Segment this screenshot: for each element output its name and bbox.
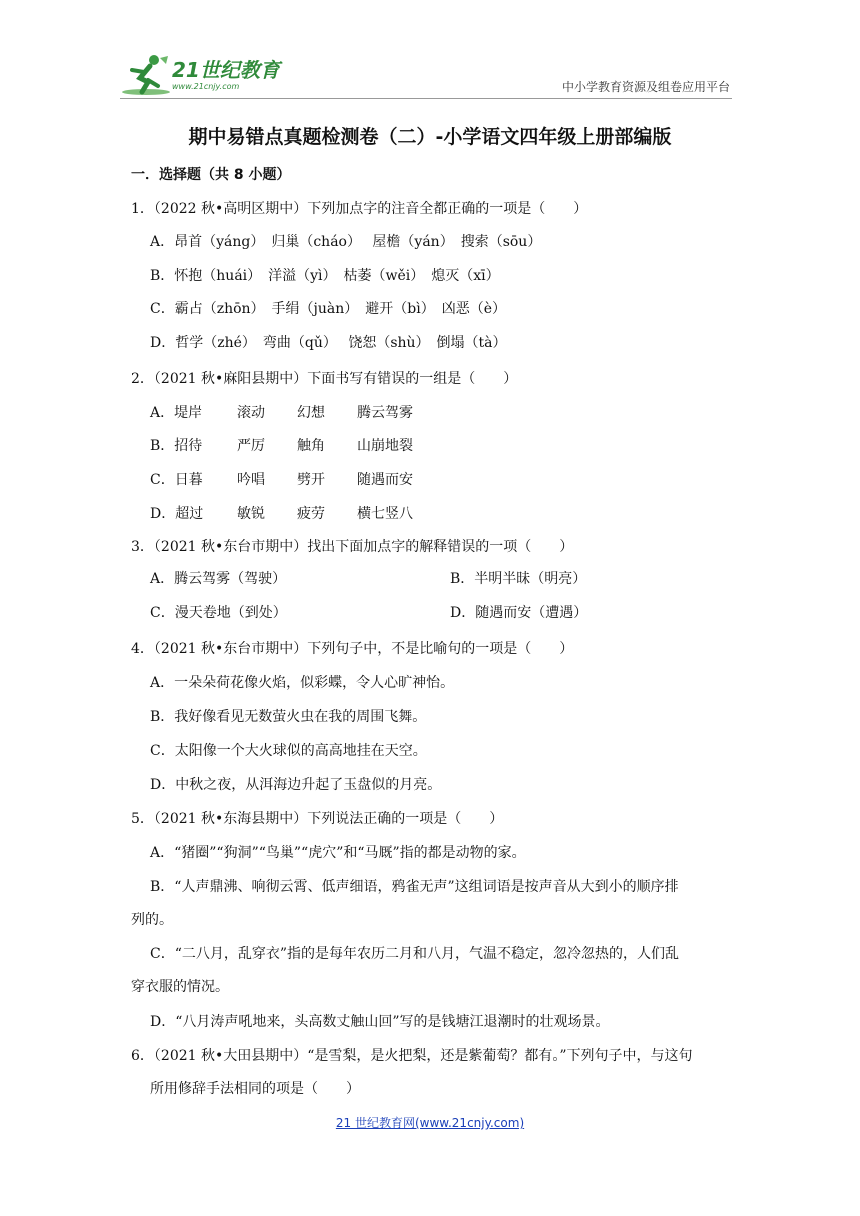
option-word: 随遇而安 (357, 472, 413, 488)
question-1-stem: 1．（2022 秋•高明区期中）下列加点字的注音全都正确的一项是（ ） (131, 201, 588, 217)
footer-link[interactable]: 21 世纪教育网(www.21cnjy.com) (335, 1116, 525, 1130)
question-6-stem-line1: 6．（2021 秋•大田县期中）“是雪梨，是火把梨，还是紫葡萄？都有。”下列句子中，与这句 (131, 1048, 693, 1064)
question-5-option-c-line1: C．“二八月，乱穿衣”指的是每年农历二月和八月，气温不稳定，忽冷忽热的，人们乱 (150, 946, 680, 962)
question-5-option-d: D．“八月涛声吼地来，头高数丈触山回”写的是钱塘江退潮时的壮观场景。 (150, 1014, 610, 1030)
question-5-option-c-line2: 穿衣服的情况。 (131, 979, 229, 995)
page-title: 期中易错点真题检测卷（二）-小学语文四年级上册部编版 (188, 126, 672, 148)
question-5-option-b-line2: 列的。 (131, 912, 173, 928)
question-6-stem-line2: 所用修辞手法相同的项是（ ） (150, 1081, 360, 1097)
option-word: 触角 (297, 438, 325, 454)
question-3-option-d: D．随遇而安（遭遇） (450, 605, 588, 621)
section-heading: 一．选择题（共 8 小题） (131, 167, 291, 183)
header-platform-text: 中小学教育资源及组卷应用平台 (561, 80, 730, 94)
question-2-option-d (150, 503, 413, 523)
question-2-option-b (150, 435, 413, 455)
question-4-stem: 4．（2021 秋•东台市期中）下列句子中，不是比喻句的一项是（ ） (131, 641, 574, 657)
question-1-option-d: D．哲学（zhé） 弯曲（qǔ） 饶恕（shù） 倒塌（tà） (150, 335, 507, 351)
question-1-option-a: A．昂首（yáng） 归巢（cháo） 屋檐（yán） 搜索（sōu） (150, 234, 542, 250)
option-word: 山崩地裂 (357, 438, 413, 454)
option-word: 吟唱 (237, 472, 265, 488)
option-word: 腾云驾雾 (357, 405, 413, 421)
question-2-stem: 2．（2021 秋•麻阳县期中）下面书写有错误的一组是（ ） (131, 371, 518, 387)
option-word: D．超过 (150, 506, 204, 522)
question-4-option-c: C．太阳像一个大火球似的高高地挂在天空。 (150, 743, 427, 759)
question-3-option-a: A．腾云驾雾（驾驶） (150, 571, 287, 587)
question-4-option-d: D．中秋之夜，从洱海边升起了玉盘似的月亮。 (150, 777, 442, 793)
logo (120, 52, 290, 100)
logo-url: www.21cnjy.com (172, 82, 240, 91)
question-5-option-b-line1: B．“人声鼎沸、响彻云霄、低声细语，鸦雀无声”这组词语是按声音从大到小的顺序排 (150, 879, 679, 895)
runner-logo-icon (120, 52, 172, 98)
question-5-option-a: A．“猪圈”“狗洞”“鸟巢”“虎穴”和“马厩”指的都是动物的家。 (150, 845, 526, 861)
question-1-option-c: C．霸占（zhōn） 手绢（juàn） 避开（bì） 凶恶（è） (150, 301, 506, 317)
option-word: 严厉 (237, 438, 265, 454)
question-1-option-b: B．怀抱（huái） 洋溢（yì） 枯萎（wěi） 熄灭（xī） (150, 268, 500, 284)
question-3-stem: 3．（2021 秋•东台市期中）找出下面加点字的解释错误的一项（ ） (131, 539, 574, 555)
question-3-option-c: C．漫天卷地（到处） (150, 605, 287, 621)
option-word: 滚动 (237, 405, 265, 421)
question-2-option-a (150, 402, 413, 422)
page-footer (0, 1114, 860, 1131)
question-5-stem: 5．（2021 秋•东海县期中）下列说法正确的一项是（ ） (131, 811, 504, 827)
question-3-option-b: B．半明半昧（明亮） (450, 571, 587, 587)
question-4-option-a: A．一朵朵荷花像火焰，似彩蝶，令人心旷神怡。 (150, 675, 455, 691)
option-word: 横七竖八 (357, 506, 413, 522)
option-word: A．堤岸 (150, 405, 203, 421)
option-word: 敏锐 (237, 506, 265, 522)
logo-text: 21世纪教育 (172, 58, 280, 82)
question-2-option-c (150, 469, 413, 489)
question-4-option-b: B．我好像看见无数萤火虫在我的周围飞舞。 (150, 709, 427, 725)
option-word: 疲劳 (297, 506, 325, 522)
option-word: C．日暮 (150, 472, 203, 488)
option-word: 幻想 (297, 405, 325, 421)
option-word: 劈开 (297, 472, 325, 488)
page-header (0, 0, 860, 100)
option-word: B．招待 (150, 438, 203, 454)
header-divider (120, 98, 732, 99)
